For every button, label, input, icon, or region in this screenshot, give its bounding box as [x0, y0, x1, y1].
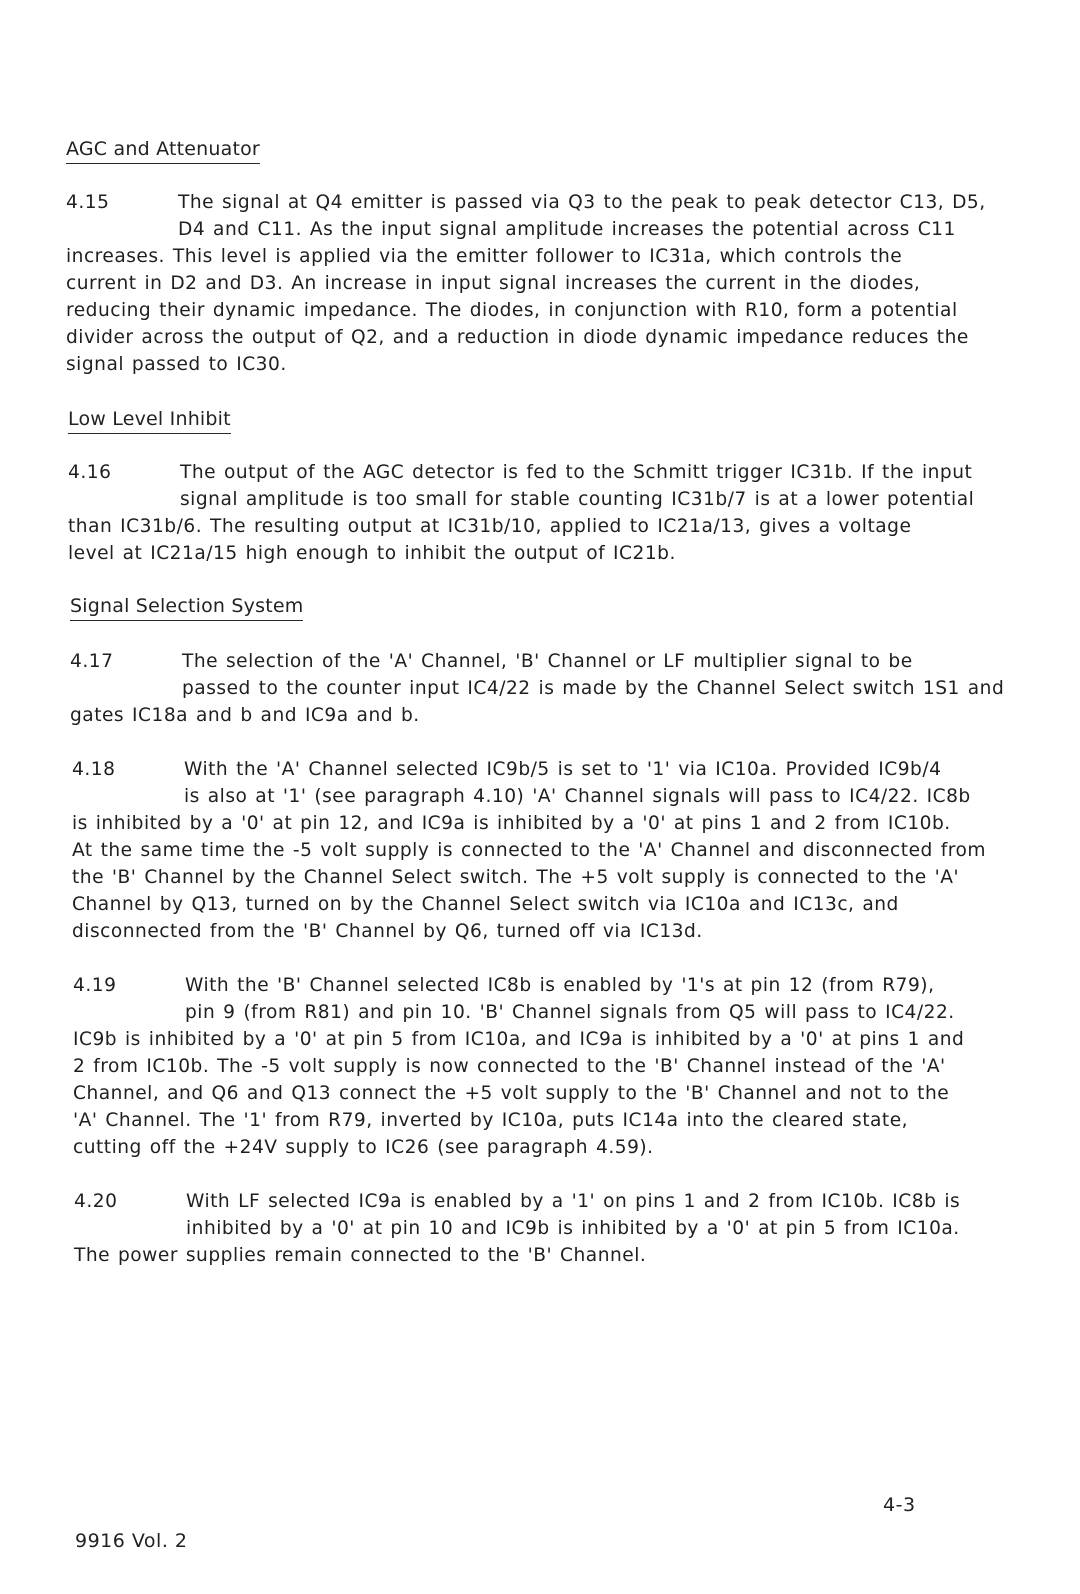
paragraph-line: increases. This level is applied via the emitter follower to IC31a, which controls the: [66, 246, 903, 267]
paragraph-line: current in D2 and D3. An increase in input signal increases the current in the diodes,: [66, 273, 921, 294]
paragraph-line: IC9b is inhibited by a '0' at pin 5 from IC10a, and IC9a is inhibited by a '0' at pins 1 and: [73, 1029, 965, 1050]
paragraph-line: is inhibited by a '0' at pin 12, and IC9a is inhibited by a '0' at pins 1 and 2 from IC10b.: [72, 813, 951, 834]
paragraph-line: signal passed to IC30.: [66, 354, 287, 375]
paragraph-line: The signal at Q4 emitter is passed via Q3 to the peak to peak detector C13, D5,: [178, 192, 986, 213]
paragraph-line: With the 'B' Channel selected IC8b is enabled by '1's at pin 12 (from R79),: [185, 975, 935, 996]
paragraph-number: 4.15: [66, 192, 110, 213]
paragraph-line: With LF selected IC9a is enabled by a '1' on pins 1 and 2 from IC10b. IC8b is: [186, 1191, 961, 1212]
paragraph-line: 'A' Channel. The '1' from R79, inverted by IC10a, puts IC14a into the cleared state,: [73, 1110, 909, 1131]
paragraph-line: signal amplitude is too small for stable counting IC31b/7 is at a lower potential: [180, 489, 975, 510]
document-id: 9916 Vol. 2: [75, 1530, 188, 1552]
paragraph-line: gates IC18a and b and IC9a and b.: [70, 705, 420, 726]
section-heading-signal-selection: Signal Selection System: [70, 594, 303, 621]
paragraph-line: disconnected from the 'B' Channel by Q6, turned off via IC13d.: [72, 921, 703, 942]
section-heading-low-level-inhibit: Low Level Inhibit: [68, 407, 231, 434]
paragraph-line: cutting off the +24V supply to IC26 (see paragraph 4.59).: [73, 1137, 654, 1158]
paragraph-number: 4.20: [74, 1191, 118, 1212]
paragraph-line: than IC31b/6. The resulting output at IC31b/10, applied to IC21a/13, gives a voltage: [68, 516, 912, 537]
paragraph-line: The selection of the 'A' Channel, 'B' Channel or LF multiplier signal to be: [182, 651, 913, 672]
paragraph-line: is also at '1' (see paragraph 4.10) 'A' Channel signals will pass to IC4/22. IC8b: [184, 786, 971, 807]
paragraph-line: level at IC21a/15 high enough to inhibit the output of IC21b.: [68, 543, 676, 564]
section-heading-agc: AGC and Attenuator: [66, 137, 260, 164]
paragraph-line: The output of the AGC detector is fed to the Schmitt trigger IC31b. If the input: [180, 462, 973, 483]
paragraph-line: passed to the counter input IC4/22 is made by the Channel Select switch 1S1 and: [182, 678, 1005, 699]
paragraph-line: inhibited by a '0' at pin 10 and IC9b is inhibited by a '0' at pin 5 from IC10a.: [186, 1218, 960, 1239]
paragraph-line: Channel, and Q6 and Q13 connect the +5 volt supply to the 'B' Channel and not to the: [73, 1083, 950, 1104]
paragraph-line: The power supplies remain connected to the 'B' Channel.: [74, 1245, 647, 1266]
paragraph-number: 4.18: [72, 759, 116, 780]
paragraph-line: D4 and C11. As the input signal amplitude increases the potential across C11: [178, 219, 956, 240]
paragraph-line: reducing their dynamic impedance. The diodes, in conjunction with R10, form a potential: [66, 300, 958, 321]
paragraph-line: the 'B' Channel by the Channel Select switch. The +5 volt supply is connected to the 'A': [72, 867, 960, 888]
paragraph-line: pin 9 (from R81) and pin 10. 'B' Channel signals from Q5 will pass to IC4/22.: [185, 1002, 955, 1023]
paragraph-number: 4.19: [73, 975, 117, 996]
page-number: 4-3: [883, 1494, 916, 1516]
paragraph-line: Channel by Q13, turned on by the Channel Select switch via IC10a and IC13c, and: [72, 894, 899, 915]
paragraph-line: At the same time the -5 volt supply is connected to the 'A' Channel and disconnected from: [72, 840, 986, 861]
paragraph-line: divider across the output of Q2, and a reduction in diode dynamic impedance reduces the: [66, 327, 969, 348]
paragraph-line: With the 'A' Channel selected IC9b/5 is set to '1' via IC10a. Provided IC9b/4: [184, 759, 942, 780]
paragraph-line: 2 from IC10b. The -5 volt supply is now connected to the 'B' Channel instead of the 'A': [73, 1056, 946, 1077]
paragraph-number: 4.17: [70, 651, 114, 672]
paragraph-number: 4.16: [68, 462, 112, 483]
